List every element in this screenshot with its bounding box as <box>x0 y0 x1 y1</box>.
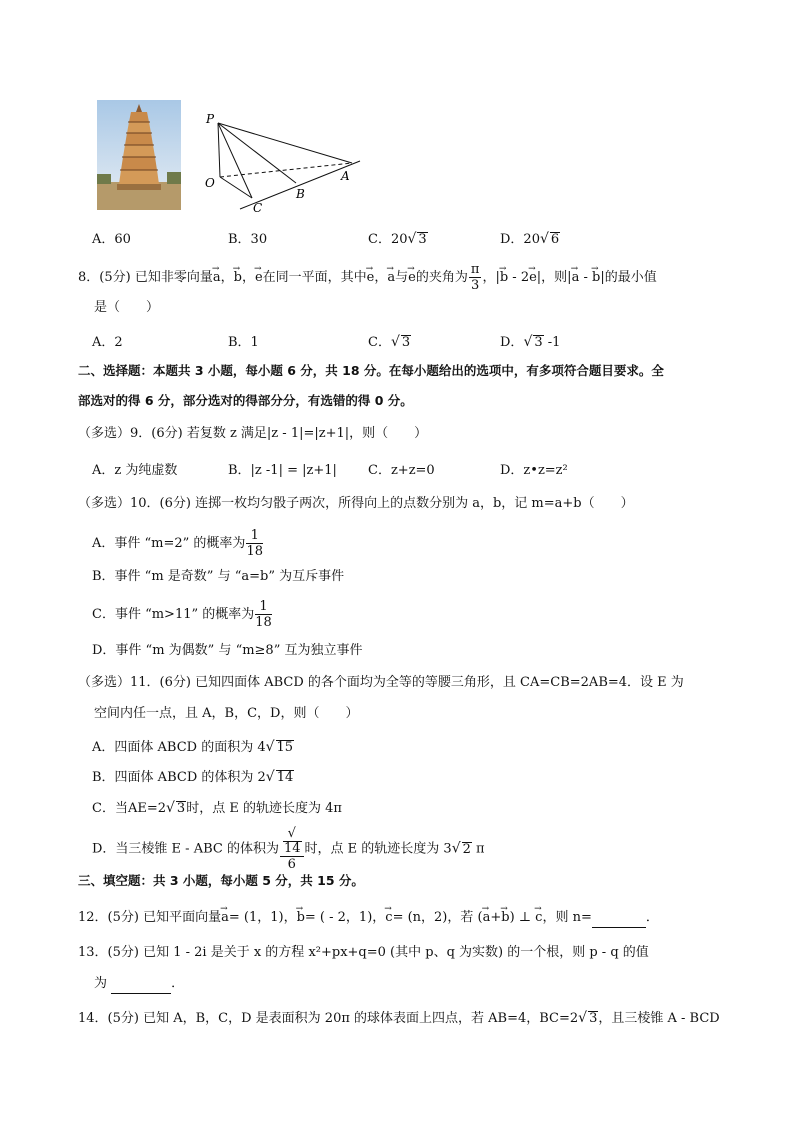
pyramid-diagram <box>200 105 370 217</box>
q8-option-b: B．1 <box>228 335 259 350</box>
q11-option-d: D．当三棱锥 E - ABC 的体积为 √ 14 6 时，点 E 的轨迹长度为 3√ 2 π <box>92 826 485 872</box>
label-O: O <box>205 176 215 190</box>
q13-answer-blank <box>111 975 171 994</box>
q12-answer-blank <box>592 909 646 928</box>
q8-option-a: A．2 <box>92 335 123 350</box>
label-B: B <box>296 187 305 201</box>
label-P: P <box>206 112 215 126</box>
q9-option-d: D．z•z=z² <box>500 463 568 478</box>
q10-option-d: D．事件 “m 为偶数” 与 “m≥8” 互为独立事件 <box>92 643 363 658</box>
label-C: C <box>253 201 263 215</box>
q8-option-c: C．√ 3 <box>368 334 411 350</box>
label-A: A <box>341 169 350 183</box>
q8-option-d: D．√ 3 -1 <box>500 334 561 350</box>
q14-stem: 14．(5分) 已知 A，B，C，D 是表面积为 20π 的球体表面上四点，若 AB=4，BC=2√ 3，且三棱锥 A - BCD <box>78 1010 720 1026</box>
q9-option-a: A．z 为纯虚数 <box>92 463 178 478</box>
section2-heading-line2: 部选对的得 6 分，部分选对的得部分分，有选错的得 0 分。 <box>78 393 413 408</box>
q7-option-b: B．30 <box>228 232 268 247</box>
q9-option-b: B．|z -1| = |z+1| <box>228 463 337 478</box>
section3-heading: 三、填空题：共 3 小题，每小题 5 分，共 15 分。 <box>78 873 364 888</box>
q11-stem-line2: 空间内任一点，且 A，B，C，D，则（ ） <box>94 706 359 721</box>
q11-option-c: C．当AE=2√ 3时，点 E 的轨迹长度为 4π <box>92 800 342 816</box>
q11-stem: （多选）11．(6分) 已知四面体 ABCD 的各个面均为全等的等腰三角形，且 CA=CB=2AB=4．设 E 为 <box>78 675 684 690</box>
q10-option-b: B．事件 “m 是奇数” 与 “a=b” 为互斥事件 <box>92 569 345 584</box>
q10-option-c: C．事件 “m>11” 的概率为 $\frac{1}{18}$ <box>92 599 272 630</box>
q8-stem: 8．(5分) 已知非零向量→ a，→ b，→ e在同一平面，其中→ e，→ a与→ e的夹角为 $\frac{\pi}{3}$ ，|→ b - 2→ e|，则|→ a - → b|的最小值 <box>78 262 657 293</box>
q10-option-a: A．事件 “m=2” 的概率为 $\frac{1}{18}$ <box>92 528 263 559</box>
section2-heading: 二、选择题：本题共 3 小题，每小题 6 分，共 18 分。在每小题给出的选项中，有多项符合题目要求。全 <box>78 363 664 378</box>
q9-stem: （多选）9．(6分) 若复数 z 满足|z - 1|=|z+1|，则（ ） <box>78 426 428 441</box>
q9-option-c: C．z+z=0 <box>368 463 435 478</box>
q7-option-a: A．60 <box>92 232 131 247</box>
q11-option-b: B．四面体 ABCD 的体积为 2√ 14 <box>92 769 294 785</box>
q7-option-c: C．20√ 3 <box>368 231 427 247</box>
q12-stem: 12．(5分) 已知平面向量→ a= (1，1)，→ b= ( - 2，1)，→ c= (n，2)，若 (→ a+→ b) ⊥ → c，则 n= ． <box>78 909 659 928</box>
q13-stem-line2: 为 ． <box>94 975 184 994</box>
q8-stem-line2: 是（ ） <box>94 300 160 315</box>
q10-stem: （多选）10．(6分) 连掷一枚均匀骰子两次，所得向上的点数分别为 a，b，记 m=a+b（ ） <box>78 496 634 511</box>
q11-option-a: A．四面体 ABCD 的面积为 4√ 15 <box>92 739 294 755</box>
q7-option-d: D．20√ 6 <box>500 231 560 247</box>
q13-stem: 13．(5分) 已知 1 - 2i 是关于 x 的方程 x²+px+q=0 (其中 p、q 为实数) 的一个根，则 p - q 的值 <box>78 945 649 960</box>
pagoda-photo <box>97 100 181 210</box>
